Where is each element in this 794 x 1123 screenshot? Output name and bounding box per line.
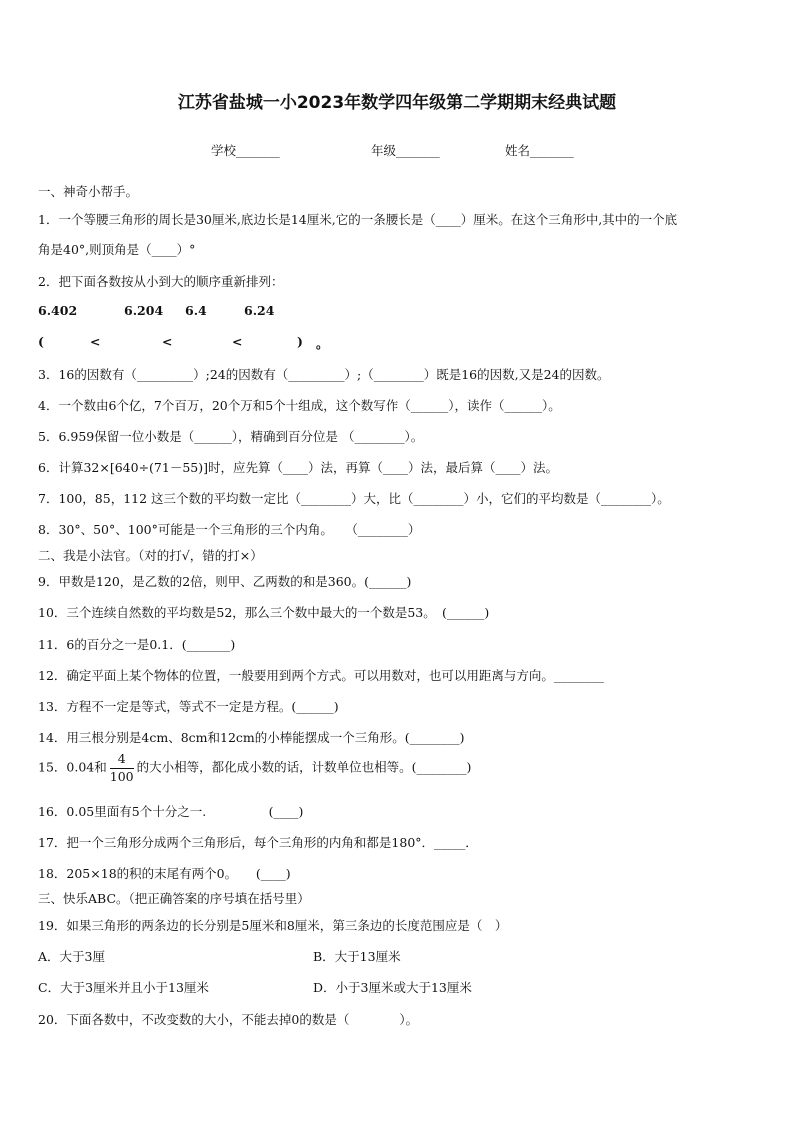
question-2: 2．把下面各数按从小到大的顺序重新排列：: [38, 274, 284, 289]
question-5: 5．6.959保留一位小数是（______），精确到百分位是 （________）。: [38, 429, 424, 444]
q19-option-a: A．大于3厘: [38, 949, 105, 964]
question-12: 12．确定平面上某个物体的位置，一般要用到两个方式。可以用数对，也可以用距离与方向。________: [38, 668, 604, 683]
q2-less-than-1: <: [90, 334, 101, 349]
question-7: 7．100，85，112 这三个数的平均数一定比（________）大，比（________）小，它们的平均数是（________）。: [38, 491, 670, 506]
q2-open-paren: (: [38, 334, 44, 349]
q2-number-2: 6.204: [124, 303, 164, 318]
question-1-line-1: 1．一个等腰三角形的周长是30厘米,底边长是14厘米,它的一条腰长是（____）厘米。在这个三角形中,其中的一个底: [38, 212, 678, 227]
section-1-heading: 一、神奇小帮手。: [38, 184, 139, 199]
q2-less-than-3: <: [232, 334, 243, 349]
question-3: 3．16的因数有（_________）;24的因数有（_________）;（________）既是16的因数,又是24的因数。: [38, 367, 610, 382]
section-2-heading: 二、我是小法官。（对的打√，错的打×）: [38, 548, 263, 563]
question-10: 10．三个连续自然数的平均数是52，那么三个数中最大的一个数是53。 (______): [38, 605, 490, 620]
school-field: 学校_______: [211, 143, 280, 158]
question-19: 19．如果三角形的两条边的长分别是5厘米和8厘米，第三条边的长度范围应是（ ）: [38, 918, 508, 933]
question-17: 17．把一个三角形分成两个三角形后，每个三角形的内角和都是180°．_____．: [38, 835, 478, 850]
name-field: 姓名_______: [505, 143, 574, 158]
grade-field: 年级_______: [371, 143, 440, 158]
q2-number-1: 6.402: [38, 303, 78, 318]
q15-fraction-denominator: 100: [109, 768, 134, 784]
q15-suffix: 的大小相等，都化成小数的话，计数单位也相等。(________): [136, 759, 472, 775]
q2-number-4: 6.24: [244, 303, 275, 318]
question-14: 14．用三根分别是4cm、8cm和12cm的小棒能摆成一个三角形。(________): [38, 730, 465, 745]
q19-option-d: D．小于3厘米或大于13厘米: [313, 980, 472, 995]
exam-title: 江苏省盐城一小2023年数学四年级第二学期期末经典试题: [177, 93, 617, 113]
q2-number-3: 6.4: [185, 303, 207, 318]
question-1-line-2: 角是40°,则顶角是（____）°: [38, 242, 196, 257]
question-15: [38, 753, 471, 783]
question-13: 13．方程不一定是等式，等式不一定是方程。(______): [38, 699, 339, 714]
question-11: 11．6的百分之一是0.1．(_______): [38, 637, 236, 652]
question-9: 9．甲数是120，是乙数的2倍，则甲、乙两数的和是360。(______): [38, 574, 412, 589]
q2-less-than-2: <: [162, 334, 173, 349]
section-3-heading: 三、快乐ABC。（把正确答案的序号填在括号里）: [38, 891, 310, 906]
q19-option-b: B．大于13厘米: [313, 949, 401, 964]
q15-fraction-numerator: 4: [110, 753, 134, 769]
question-8: 8．30°、50°、100°可能是一个三角形的三个内角。 （________）: [38, 522, 421, 537]
question-20: 20．下面各数中，不改变数的大小，不能去掉0的数是（ ）。: [38, 1012, 419, 1027]
question-16: 16．0.05里面有5个十分之一. (____): [38, 804, 304, 819]
q19-option-c: C．大于3厘米并且小于13厘米: [38, 980, 209, 995]
q15-prefix: 15．0.04和: [38, 759, 107, 775]
question-18: 18．205×18的积的末尾有两个0。 (____): [38, 866, 291, 881]
q15-fraction: [110, 753, 134, 783]
question-4: 4．一个数由6个亿，7个百万，20个万和5个十组成，这个数写作（______），读作（______）。: [38, 398, 561, 413]
question-6: 6．计算32×[640÷(71－55)]时，应先算（____）法，再算（____）法，最后算（____）法。: [38, 460, 558, 475]
q2-period: 。: [316, 336, 329, 351]
q2-close-paren: ): [297, 334, 303, 349]
